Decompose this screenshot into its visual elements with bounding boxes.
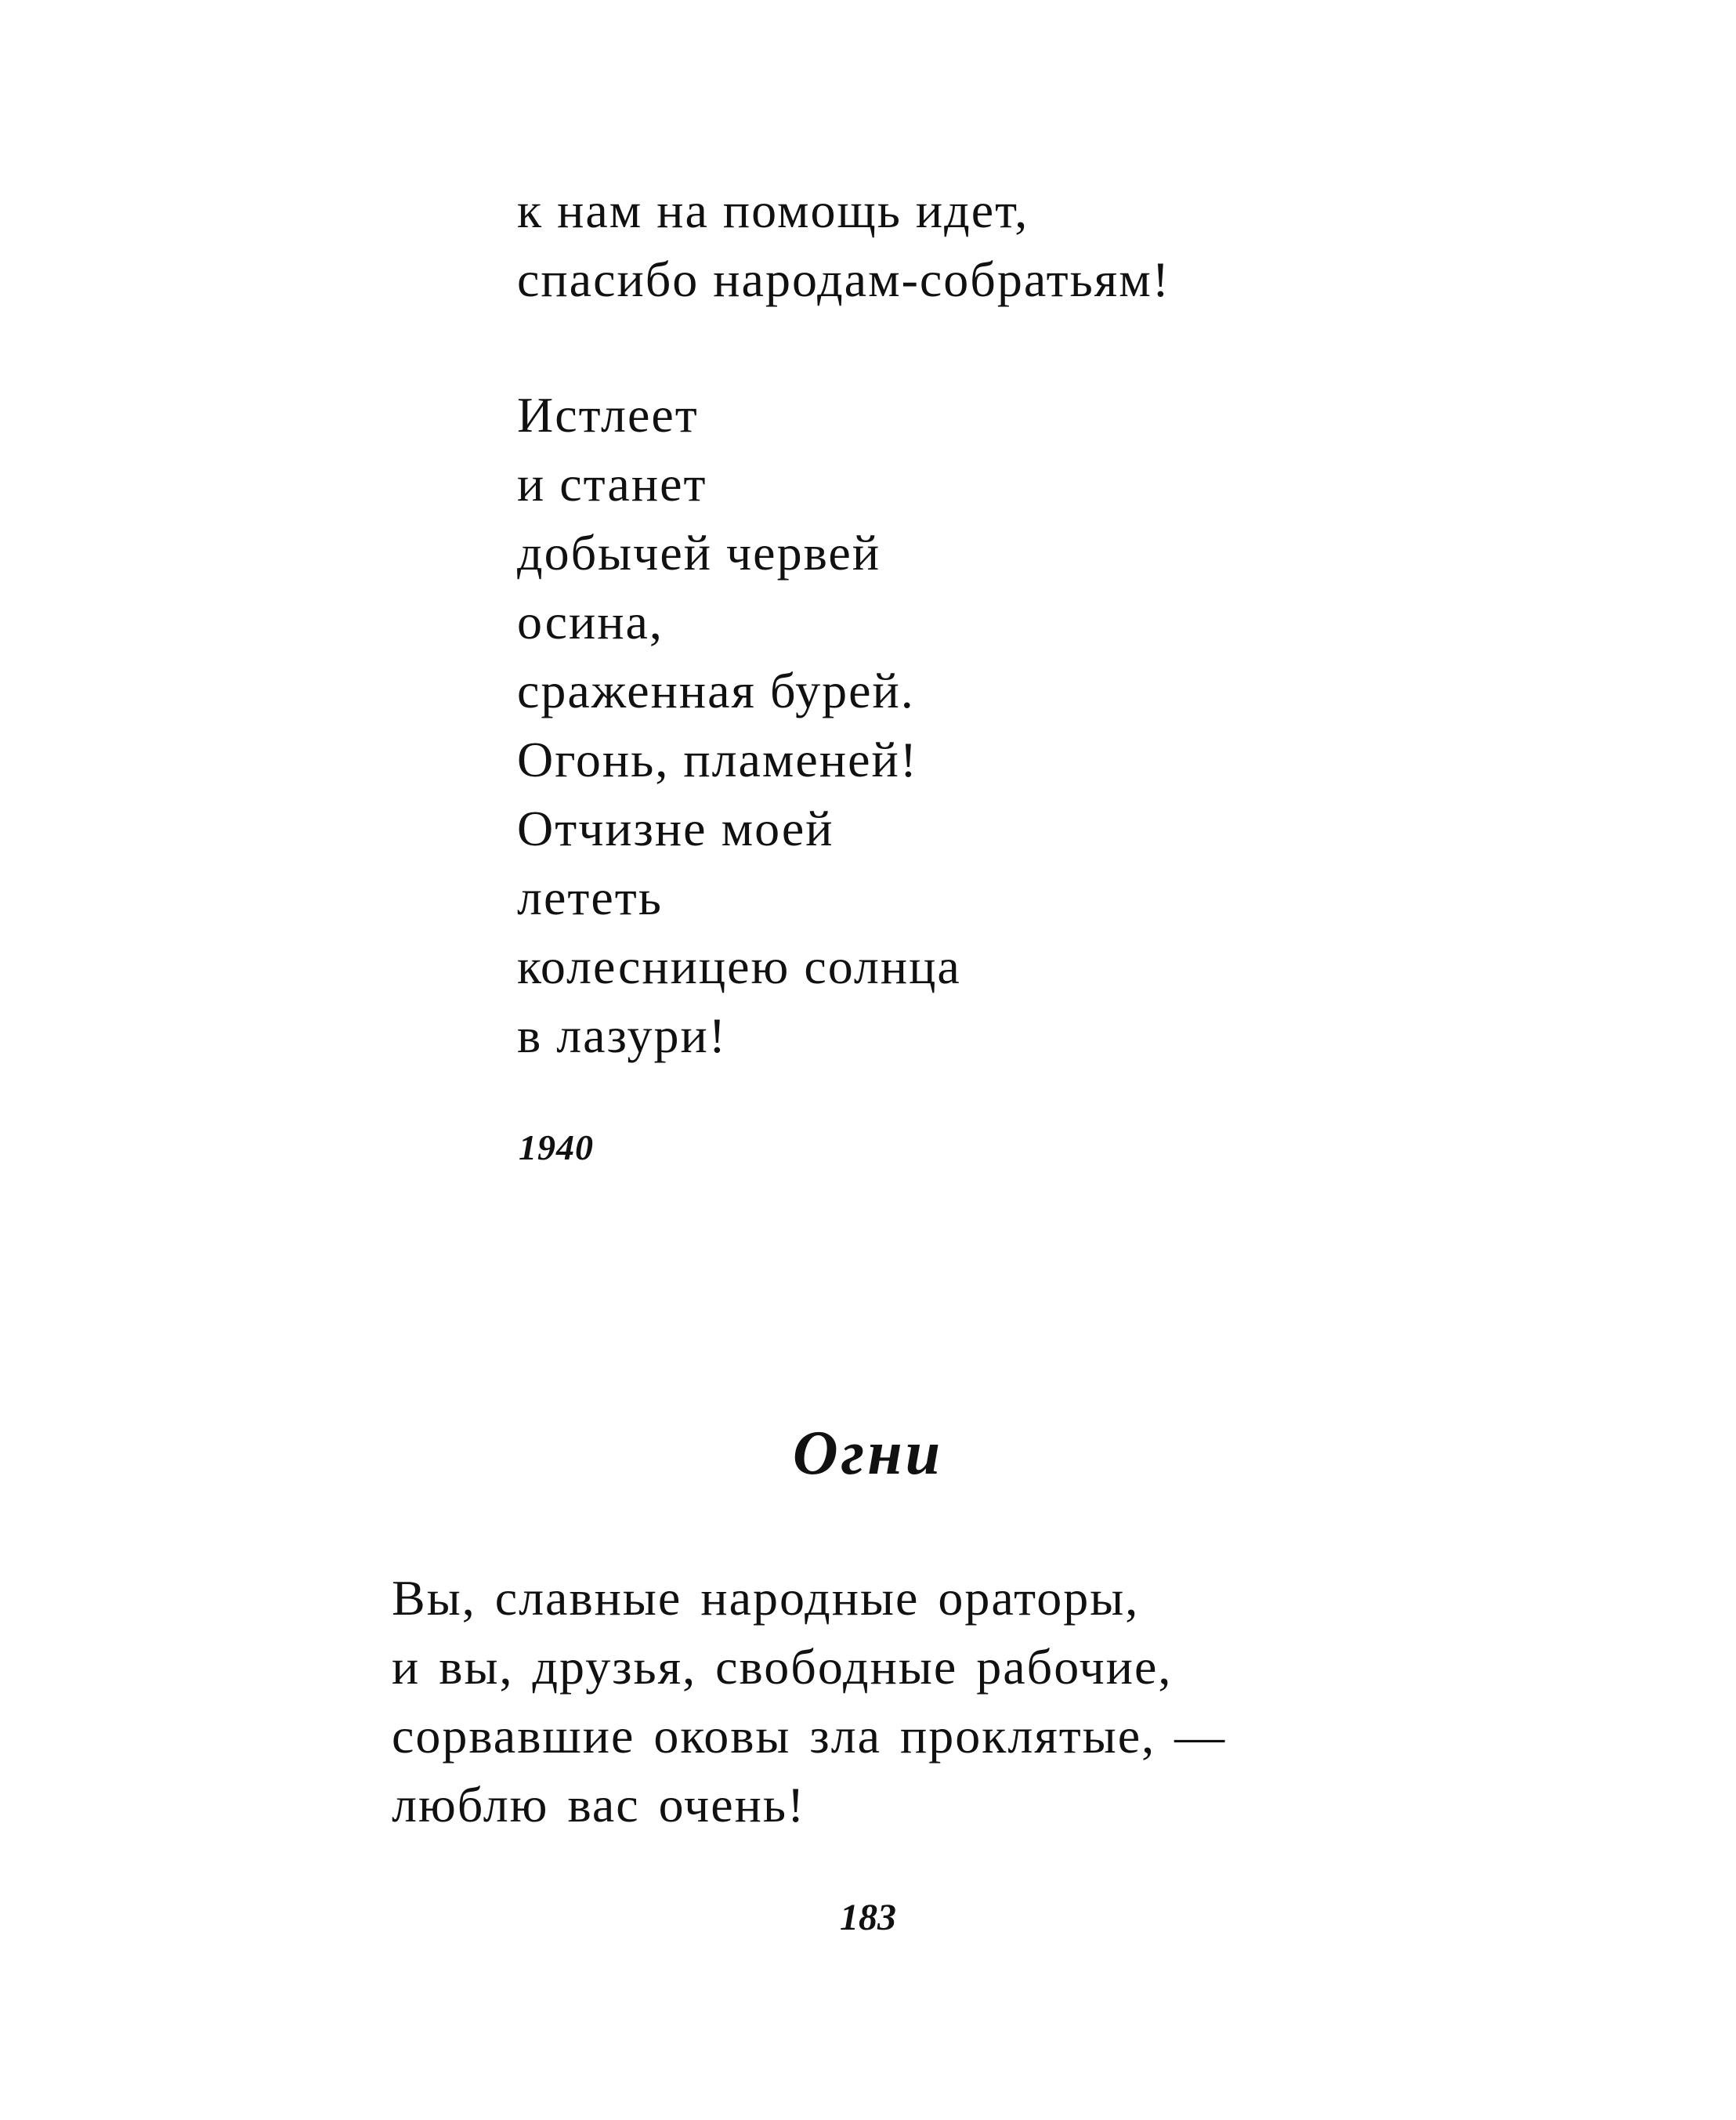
- poem-line: и вы, друзья, свободные рабочие,: [392, 1639, 1173, 1695]
- poem-line: добычей червей: [517, 525, 881, 581]
- poem-line: люблю вас очень!: [392, 1777, 806, 1832]
- poem-title: Огни: [792, 1419, 944, 1488]
- poem-line: и станет: [517, 456, 707, 512]
- poem-line: к нам на помощь идет,: [517, 183, 1029, 238]
- poem-line: Отчизне моей: [517, 801, 834, 856]
- poem-date: 1940: [519, 1127, 594, 1167]
- poem-line: Вы, славные народные ораторы,: [392, 1570, 1140, 1626]
- poem-line: спасибо народам-собратьям!: [517, 251, 1170, 307]
- poem-line: сорвавшие оковы зла проклятые, —: [392, 1708, 1227, 1764]
- poem-line: Истлеет: [517, 387, 699, 443]
- poem-line: в лазури!: [517, 1008, 728, 1063]
- poem-line: Огонь, пламеней!: [517, 732, 919, 787]
- page-number: 183: [840, 1897, 896, 1938]
- poem-line: осина,: [517, 594, 664, 649]
- poem-line: колесницею солнца: [517, 939, 961, 994]
- poem-line: лететь: [517, 870, 663, 925]
- poem-line: сраженная бурей.: [517, 663, 915, 718]
